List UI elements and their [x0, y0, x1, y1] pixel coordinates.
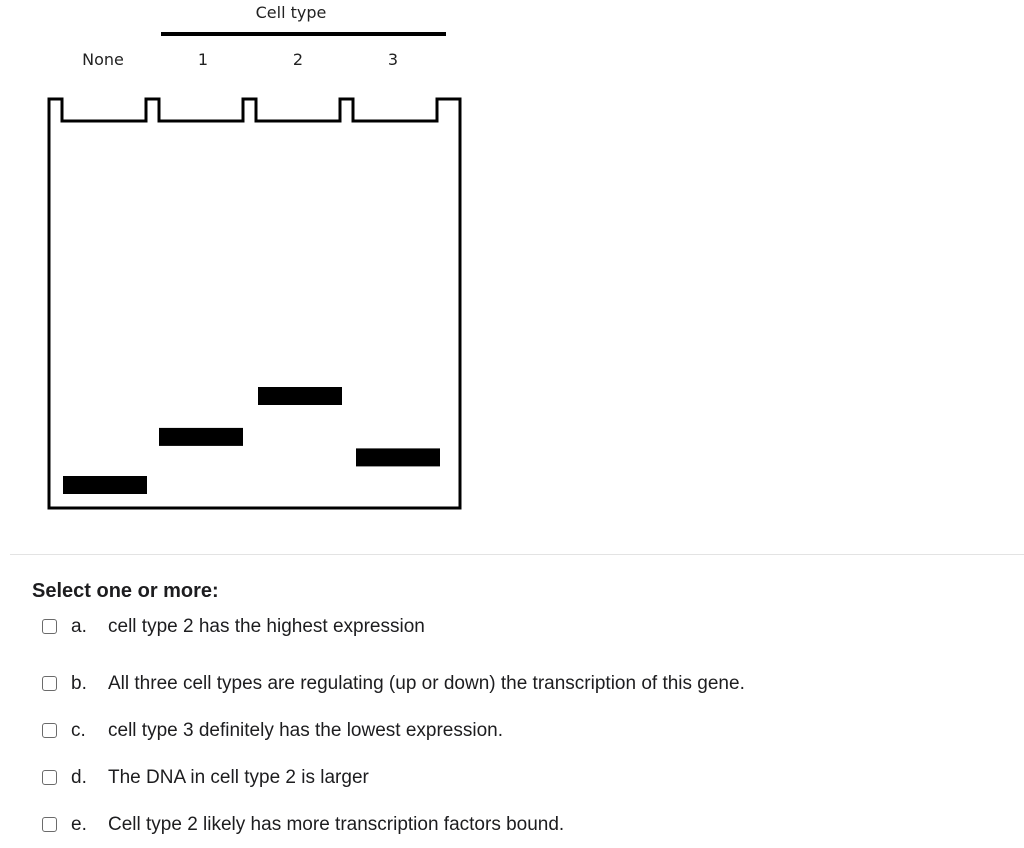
gel-band-lane-none — [63, 476, 147, 494]
gel-band-lane-2 — [258, 387, 342, 405]
gel-outline — [49, 99, 460, 508]
checkbox-b[interactable] — [42, 676, 57, 691]
checkbox-a[interactable] — [42, 619, 57, 634]
option-e[interactable] — [42, 801, 1012, 848]
option-text: Cell type 2 likely has more transcription factors bound. — [108, 813, 565, 835]
option-c[interactable] — [42, 707, 1012, 754]
gel-band-lane-1 — [159, 428, 243, 446]
option-letter: b. — [71, 672, 87, 694]
options-list — [32, 613, 1012, 848]
lane-label-none: None — [82, 50, 124, 69]
checkbox-c[interactable] — [42, 723, 57, 738]
option-text: All three cell types are regulating (up or down) the transcription of this gene. — [108, 672, 745, 694]
option-text: cell type 2 has the highest expression — [108, 615, 425, 637]
divider — [10, 554, 1024, 555]
option-letter: c. — [71, 719, 86, 741]
checkbox-d[interactable] — [42, 770, 57, 785]
lane-label-1: 1 — [197, 50, 209, 69]
checkbox-e[interactable] — [42, 817, 57, 832]
cell-type-group-label: Cell type — [255, 3, 327, 22]
lane-label-2: 2 — [292, 50, 304, 69]
answer-section — [32, 580, 1012, 848]
option-b[interactable] — [42, 660, 1012, 707]
lane-label-3: 3 — [387, 50, 399, 69]
option-text: cell type 3 definitely has the lowest expression. — [108, 719, 503, 741]
option-letter: d. — [71, 766, 87, 788]
question-prompt: Select one or more: — [32, 580, 219, 602]
option-a[interactable] — [42, 613, 1012, 640]
option-letter: a. — [71, 615, 87, 637]
option-letter: e. — [71, 813, 87, 835]
option-d[interactable] — [42, 754, 1012, 801]
option-text: The DNA in cell type 2 is larger — [108, 766, 369, 788]
gel-band-lane-3 — [356, 448, 440, 466]
gel-bands — [63, 387, 440, 494]
